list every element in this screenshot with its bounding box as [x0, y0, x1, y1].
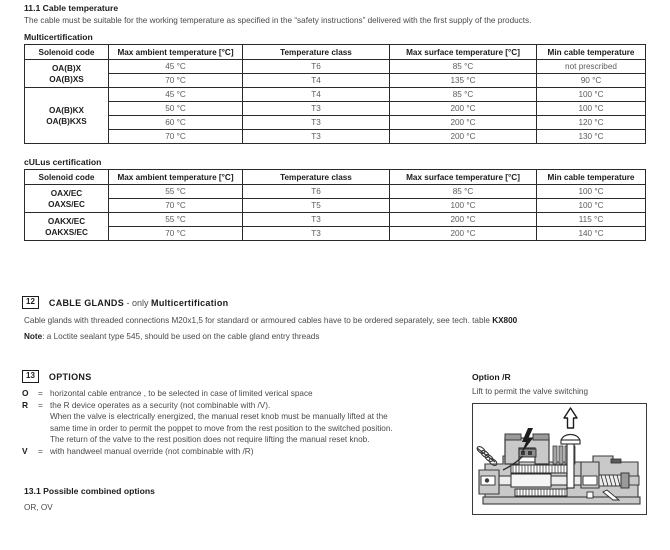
cell-class: T6 [243, 60, 390, 74]
code-line: OA(B)KXS [46, 116, 87, 126]
solenoid-code-cell [25, 185, 109, 213]
code-line: OA(B)X [51, 63, 82, 73]
cell-min-cable: 100 °C [537, 185, 646, 199]
option-item-o [22, 388, 472, 400]
cell-min-cable: 100 °C [537, 102, 646, 116]
cell-min-cable: 130 °C [537, 130, 646, 144]
section-12-line-1-text: Cable glands with threaded connections M20x1,5 for standard or armoured cables have to be ordered separately, see tech. table [24, 316, 493, 325]
section-12-header [22, 296, 228, 309]
section-11-1-body: The cable must be suitable for the working temperature as specified in the “safety instructions” delivered with the first supply of the products. [24, 16, 532, 25]
code-line: OA(B)KX [48, 105, 85, 115]
top-flange [611, 459, 621, 463]
terminal-pin [528, 451, 532, 455]
section-13-1-title: 13.1 Possible combined options [24, 486, 155, 496]
valve-cross-section-diagram [472, 403, 647, 515]
cell-class: T3 [243, 102, 390, 116]
table-row [25, 227, 646, 241]
table-row [25, 116, 646, 130]
cell-surface: 200 °C [390, 102, 537, 116]
section-13-heading: OPTIONS [48, 371, 92, 382]
code-line: OAXS/EC [48, 199, 85, 209]
table-row [25, 130, 646, 144]
section-12-note [24, 331, 649, 342]
col-header-temperature-class: Temperature class [243, 170, 390, 185]
section-11-1-title: 11.1 Cable temperature [24, 3, 119, 13]
col-header-min-cable: Min cable temperature [537, 170, 646, 185]
table-header-row [25, 45, 646, 60]
table-row [25, 102, 646, 116]
table-row [25, 185, 646, 199]
section-12-heading-connector: - only [124, 297, 152, 308]
solenoid-code-cell [25, 60, 109, 88]
cell-ambient: 50 °C [109, 102, 243, 116]
table-header-row [25, 170, 646, 185]
section-12-heading [49, 298, 229, 308]
spool-piston [511, 474, 551, 487]
note-label: Note [24, 332, 43, 341]
col-header-temperature-class: Temperature class [243, 45, 390, 60]
cell-class: T4 [243, 88, 390, 102]
option-r-continuation-line: same time in order to permit the poppet to move from the rest position to the switched position. [50, 423, 393, 433]
cell-surface: 200 °C [390, 227, 537, 241]
code-line: OAKX/EC [47, 216, 86, 226]
cell-min-cable: 100 °C [537, 199, 646, 213]
option-key: O [22, 388, 29, 398]
option-equals: = [38, 400, 43, 410]
table-row [25, 88, 646, 102]
option-description: with handweel manual override (not combinable with /R) [50, 446, 254, 456]
solenoid-code-cell [25, 88, 109, 144]
cell-min-cable: 115 °C [537, 213, 646, 227]
solenoid-cap-right [533, 434, 549, 440]
col-header-max-surface: Max surface temperature [°C] [390, 170, 537, 185]
cell-surface: 135 °C [390, 74, 537, 88]
option-key: R [22, 399, 29, 410]
cell-ambient: 45 °C [109, 88, 243, 102]
section-number-badge: 12 [22, 296, 39, 309]
cell-surface: 85 °C [390, 60, 537, 74]
table-row [25, 213, 646, 227]
option-equals: = [38, 389, 43, 398]
cell-ambient: 70 °C [109, 199, 243, 213]
option-r-subtitle: Lift to permit the valve switching [472, 387, 589, 396]
multicertification-table [24, 44, 646, 144]
note-text: : a Loctite sealant type 545, should be used on the cable gland entry threads [42, 332, 320, 341]
reset-knob-stem [567, 442, 574, 488]
cell-ambient: 70 °C [109, 130, 243, 144]
cell-class: T4 [243, 74, 390, 88]
code-line: OAKXS/EC [45, 227, 88, 237]
cell-min-cable: 100 °C [537, 88, 646, 102]
left-port-seal [485, 478, 489, 482]
option-description: the R device operates as a security (not combinable with /V). [50, 400, 271, 410]
option-r-title: Option /R [472, 372, 511, 382]
col-header-min-cable: Min cable temperature [537, 45, 646, 60]
col-header-max-surface: Max surface temperature [°C] [390, 45, 537, 60]
section-13-header [22, 370, 92, 383]
option-equals: = [38, 446, 43, 456]
option-key: V [22, 445, 28, 456]
table-row [25, 60, 646, 74]
section-12-line-1 [24, 315, 649, 326]
valve-diagram-svg [473, 404, 646, 514]
cell-surface: 200 °C [390, 130, 537, 144]
cell-class: T3 [243, 227, 390, 241]
reset-knob-collar [561, 440, 580, 444]
lower-port [587, 492, 593, 498]
cell-min-cable: not prescribed [537, 60, 646, 74]
cell-surface: 85 °C [390, 88, 537, 102]
culus-certification-table [24, 169, 646, 241]
section-13-1-body: OR, OV [24, 503, 53, 512]
cell-class: T3 [243, 116, 390, 130]
cell-class: T5 [243, 199, 390, 213]
solenoid-code-cell [25, 213, 109, 241]
code-line: OA(B)XS [49, 74, 84, 84]
cell-surface: 100 °C [390, 199, 537, 213]
col-header-solenoid-code: Solenoid code [25, 45, 109, 60]
multicertification-caption: Multicertification [24, 32, 93, 42]
cell-class: T6 [243, 185, 390, 199]
options-list [22, 388, 472, 458]
cell-ambient: 45 °C [109, 60, 243, 74]
option-description: horizontal cable entrance , to be selected in case of limited verical space [50, 389, 313, 398]
cell-min-cable: 140 °C [537, 227, 646, 241]
cell-ambient: 55 °C [109, 185, 243, 199]
section-number-badge: 13 [22, 370, 39, 383]
section-12-heading-bold2: Multicertification [151, 297, 229, 308]
option-item-v [22, 446, 472, 458]
cell-ambient: 55 °C [109, 213, 243, 227]
option-r-continuation-line: The return of the valve to the rest position does not require lifting the manual reset knob. [50, 435, 370, 445]
cell-min-cable: 120 °C [537, 116, 646, 130]
cell-ambient: 60 °C [109, 116, 243, 130]
table-row [25, 199, 646, 213]
col-header-solenoid-code: Solenoid code [25, 170, 109, 185]
cell-class: T3 [243, 130, 390, 144]
option-item-r [22, 400, 472, 412]
cell-ambient: 70 °C [109, 74, 243, 88]
poppet-bore [583, 476, 597, 485]
culus-caption: cULus certification [24, 157, 102, 167]
option-r-continuation-line: When the valve is electrically energized, the manual reset knob must be manually lifted at the [50, 412, 388, 422]
cell-min-cable: 90 °C [537, 74, 646, 88]
code-line: OAX/EC [50, 188, 83, 198]
col-header-max-ambient: Max ambient temperature [°C] [109, 45, 243, 60]
cell-surface: 200 °C [390, 213, 537, 227]
cell-surface: 85 °C [390, 185, 537, 199]
col-header-max-ambient: Max ambient temperature [°C] [109, 170, 243, 185]
cell-surface: 200 °C [390, 116, 537, 130]
solenoid-cap-left [505, 434, 521, 440]
cell-class: T3 [243, 213, 390, 227]
section-12-heading-main: CABLE GLANDS [48, 297, 125, 308]
cell-ambient: 70 °C [109, 227, 243, 241]
table-row [25, 74, 646, 88]
tech-table-reference: KX800 [492, 316, 518, 325]
